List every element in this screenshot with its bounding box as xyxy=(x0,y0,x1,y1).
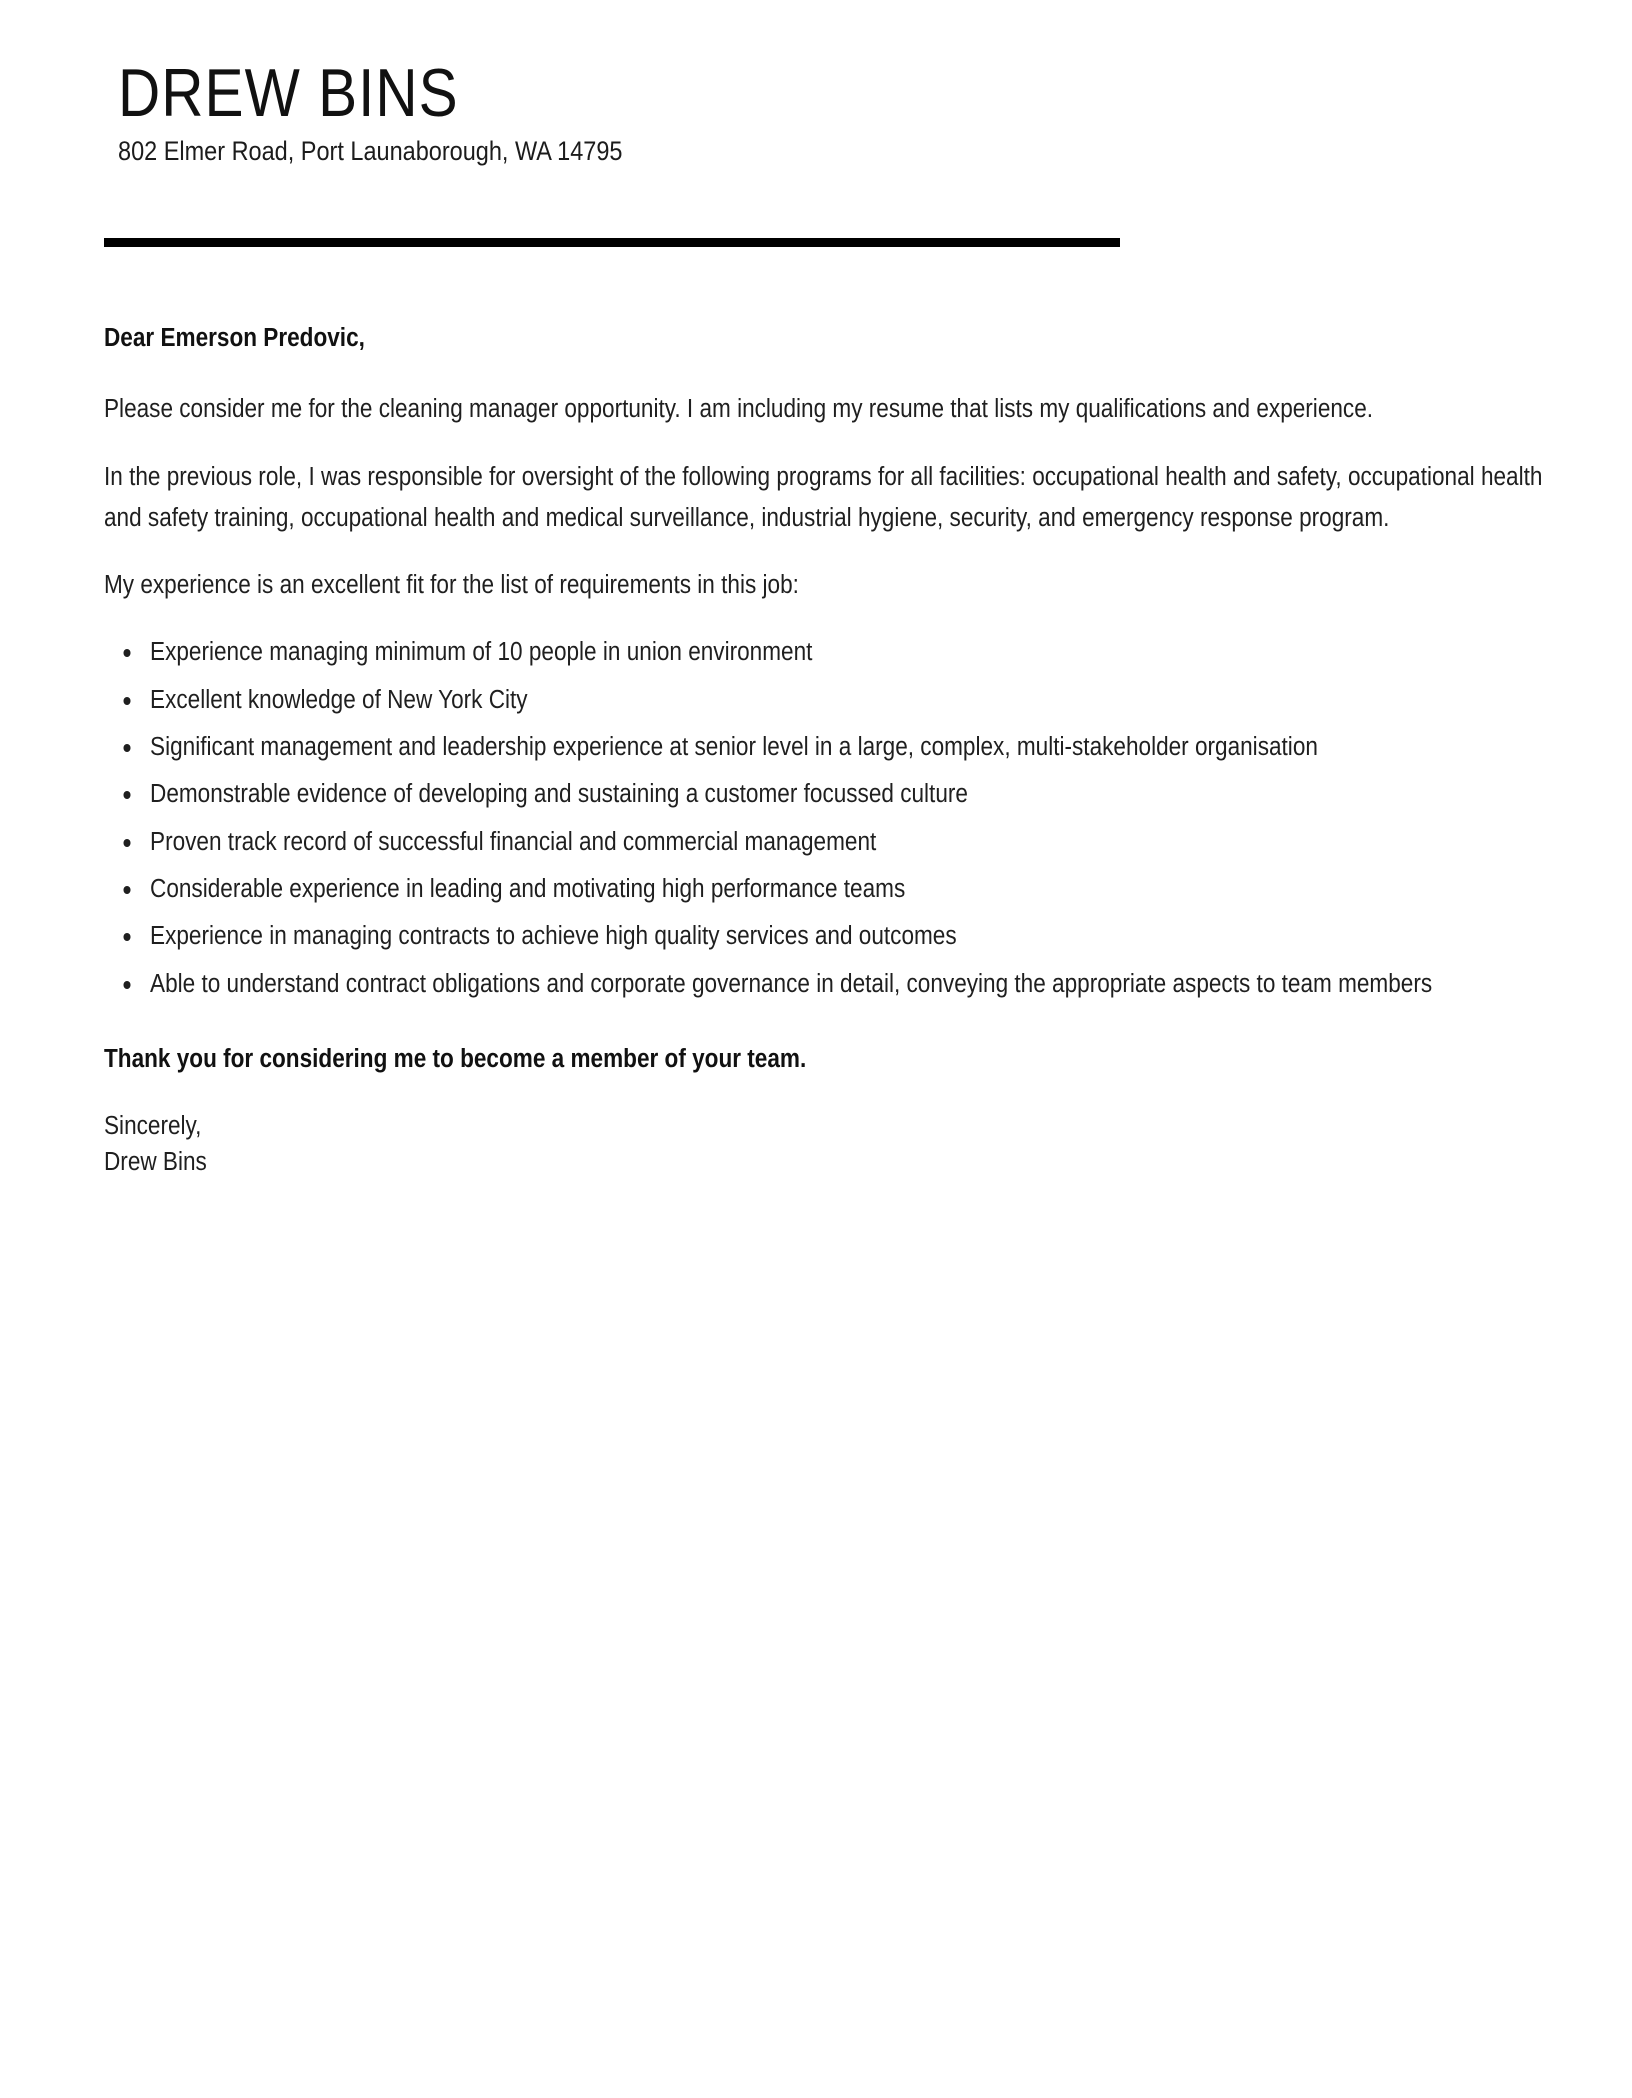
list-item: Experience managing minimum of 10 people in union environment xyxy=(104,632,1555,673)
salutation: Dear Emerson Predovic, xyxy=(104,324,365,352)
contact-address: 802 Elmer Road, Port Launaborough, WA 14795 xyxy=(118,136,623,167)
list-item: Demonstrable evidence of developing and sustaining a customer focussed culture xyxy=(104,774,1555,815)
letter-body xyxy=(104,318,1556,1181)
closing-block xyxy=(104,1039,1556,1181)
header-divider-rule xyxy=(104,238,1120,247)
list-item: Experience in managing contracts to achieve high quality services and outcomes xyxy=(104,916,1555,957)
list-item: Considerable experience in leading and motivating high performance teams xyxy=(104,869,1555,910)
thank-you-line: Thank you for considering me to become a member of your team. xyxy=(104,1044,807,1073)
requirements-list xyxy=(104,632,1555,1004)
paragraph-intro: Please consider me for the cleaning manager opportunity. I am including my resume that lists my qualifications and experience. xyxy=(104,395,1374,424)
list-item: Excellent knowledge of New York City xyxy=(104,680,1555,721)
list-item: Significant management and leadership experience at senior level in a large, complex, multi-stakeholder organisation xyxy=(104,727,1555,768)
page-title: DREW BINS xyxy=(118,55,459,131)
paragraph-previous-role: In the previous role, I was responsible for oversight of the following programs for all facilities: occupational health and safety, occupational health and safety training, occupational health and medical surveillance, industrial hygiene, security, and emergency response program. xyxy=(104,462,1543,532)
signature-name: Drew Bins xyxy=(104,1148,207,1177)
paragraph-requirements-lead: My experience is an excellent fit for the list of requirements in this job: xyxy=(104,571,799,600)
letter-header xyxy=(118,0,1632,169)
closing-salutation: Sincerely, xyxy=(104,1112,202,1141)
list-item: Proven track record of successful financial and commercial management xyxy=(104,822,1555,863)
list-item: Able to understand contract obligations and corporate governance in detail, conveying the appropriate aspects to team members xyxy=(104,964,1555,1005)
